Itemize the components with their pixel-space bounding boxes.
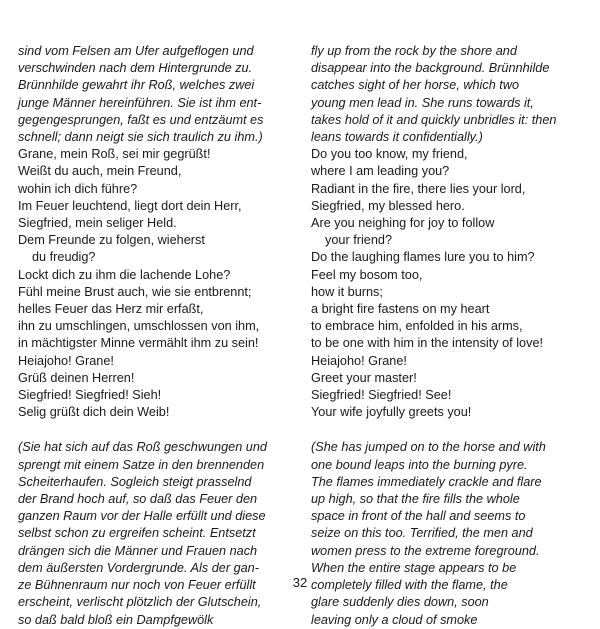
verse-line: Grüß deinen Herren!	[18, 370, 135, 385]
stage-direction-line: takes hold of it and quickly unbridles it: then	[311, 112, 557, 127]
stage-direction-line: When the entire stage appears to be	[311, 560, 517, 575]
verse-line: wohin ich dich führe?	[18, 181, 138, 196]
stage-direction-line: completely filled with the flame, the	[311, 578, 508, 593]
verse-line: Feel my bosom too,	[311, 267, 423, 282]
stage-direction-line: fly up from the rock by the shore and	[311, 44, 517, 58]
stage-direction-line: one bound leaps into the burning pyre.	[311, 457, 528, 472]
stage-direction-line: leans towards it confidentially.)	[311, 130, 483, 145]
verse-line: Greet your master!	[311, 370, 417, 385]
stage-direction-line: sprengt mit einem Satze in den brennenden	[18, 457, 265, 472]
stage-direction-line: selbst schon zu ergreifen scheint. Entsetzt	[18, 526, 256, 541]
verse-line: to be one with him in the intensity of love!	[311, 336, 544, 351]
verse-line: du freudig?	[32, 250, 96, 265]
stage-direction-line: (Sie hat sich auf das Roß geschwungen und	[18, 440, 267, 455]
verse-line: a bright fire fastens on my heart	[311, 302, 490, 317]
stage-direction-line: verschwinden nach dem Hintergrunde zu.	[18, 61, 253, 76]
verse-line: Heiajoho! Grane!	[18, 353, 114, 368]
stanza-gap	[311, 421, 597, 439]
stage-direction-line: space in front of the hall and seems to	[311, 509, 526, 524]
stage-direction-line: leaving only a cloud of smoke	[311, 612, 478, 627]
verse-line: to embrace him, enfolded in his arms,	[311, 319, 523, 334]
verse-line: ihn zu umschlingen, umschlossen von ihm,	[18, 319, 260, 334]
verse-line: where I am leading you?	[311, 164, 450, 179]
verse-line: Your wife joyfully greets you!	[311, 405, 472, 420]
stage-direction-line: junge Männer hereinführen. Sie ist ihm ent-	[18, 95, 262, 110]
verse-line: Grane, mein Roß, sei mir gegrüßt!	[18, 147, 211, 162]
verse-line: Do the laughing flames lure you to him?	[311, 250, 535, 265]
stage-direction-line: der Brand hoch auf, so daß das Feuer den	[18, 492, 258, 507]
verse-line: Selig grüßt dich dein Weib!	[18, 405, 170, 420]
verse-line: Siegfried, my blessed hero.	[311, 198, 465, 213]
stage-direction-line: ganzen Raum vor der Halle erfüllt und diese	[18, 509, 266, 524]
verse-line: how it burns;	[311, 284, 383, 299]
verse-line: Heiajoho! Grane!	[311, 353, 407, 368]
verse-line: Siegfried, mein seliger Held.	[18, 216, 177, 231]
german-verse	[18, 146, 304, 421]
stage-direction-line: ze Bühnenraum nur noch von Feuer erfüllt	[18, 578, 256, 593]
stage-direction-line: sind vom Felsen am Ufer aufgeflogen und	[18, 44, 254, 58]
stage-direction-line: seize on this too. Terrified, the men and	[311, 526, 533, 541]
verse-line: Siegfried! Siegfried! See!	[311, 388, 452, 403]
verse-line: in mächtigster Minne vermählt ihm zu sein!	[18, 336, 259, 351]
stage-direction-line: erscheint, verlischt plötzlich der Glutschein,	[18, 595, 262, 610]
verse-line: Are you neighing for joy to follow	[311, 216, 495, 231]
stage-direction-line: young men lead in. She runs towards it,	[311, 95, 534, 110]
stage-direction-line: Brünnhilde gewahrt ihr Roß, welches zwei	[18, 78, 255, 93]
stage-direction-line: women press to the extreme foreground.	[311, 543, 540, 558]
german-stage-direction-2	[18, 439, 304, 628]
stage-direction-line: gegengesprungen, faßt es und entzäumt es	[18, 112, 264, 127]
english-column	[311, 43, 597, 629]
verse-line: helles Feuer das Herz mir erfaßt,	[18, 302, 204, 317]
verse-line: Siegfried! Siegfried! Sieh!	[18, 388, 162, 403]
english-stage-direction-2	[311, 439, 597, 628]
english-verse	[311, 146, 597, 421]
verse-line: your friend?	[325, 233, 392, 248]
stage-direction-line: schnell; dann neigt sie sich traulich zu ihm.)	[18, 130, 263, 145]
stage-direction-line: disappear into the background. Brünnhilde	[311, 61, 550, 76]
stage-direction-line: The flames immediately crackle and flare	[311, 474, 542, 489]
page-number: 32	[292, 575, 308, 590]
stage-direction-line: drängen sich die Männer und Frauen nach	[18, 543, 258, 558]
verse-line: Radiant in the fire, there lies your lord,	[311, 181, 526, 196]
german-stage-direction-1	[18, 43, 304, 146]
stage-direction-line: Scheiterhaufen. Sogleich steigt prasselnd	[18, 474, 252, 489]
stage-direction-line: up high, so that the fire fills the whole	[311, 492, 520, 507]
stage-direction-line: catches sight of her horse, which two	[311, 78, 520, 93]
verse-line: Im Feuer leuchtend, liegt dort dein Herr,	[18, 198, 242, 213]
verse-line: Do you too know, my friend,	[311, 147, 468, 162]
verse-line: Lockt dich zu ihm die lachende Lohe?	[18, 267, 231, 282]
stage-direction-line: so daß bald bloß ein Dampfgewölk	[18, 612, 214, 627]
stage-direction-line: dem äußersten Vordergrunde. Als der gan-	[18, 560, 259, 575]
german-column	[18, 43, 304, 629]
stage-direction-line: glare suddenly dies down, soon	[311, 595, 489, 610]
stage-direction-line: (She has jumped on to the horse and with	[311, 440, 546, 455]
verse-line: Weißt du auch, mein Freund,	[18, 164, 182, 179]
verse-line: Dem Freunde zu folgen, wieherst	[18, 233, 205, 248]
stanza-gap	[18, 421, 304, 439]
verse-line: Fühl meine Brust auch, wie sie entbrennt;	[18, 284, 252, 299]
english-stage-direction-1	[311, 43, 597, 146]
